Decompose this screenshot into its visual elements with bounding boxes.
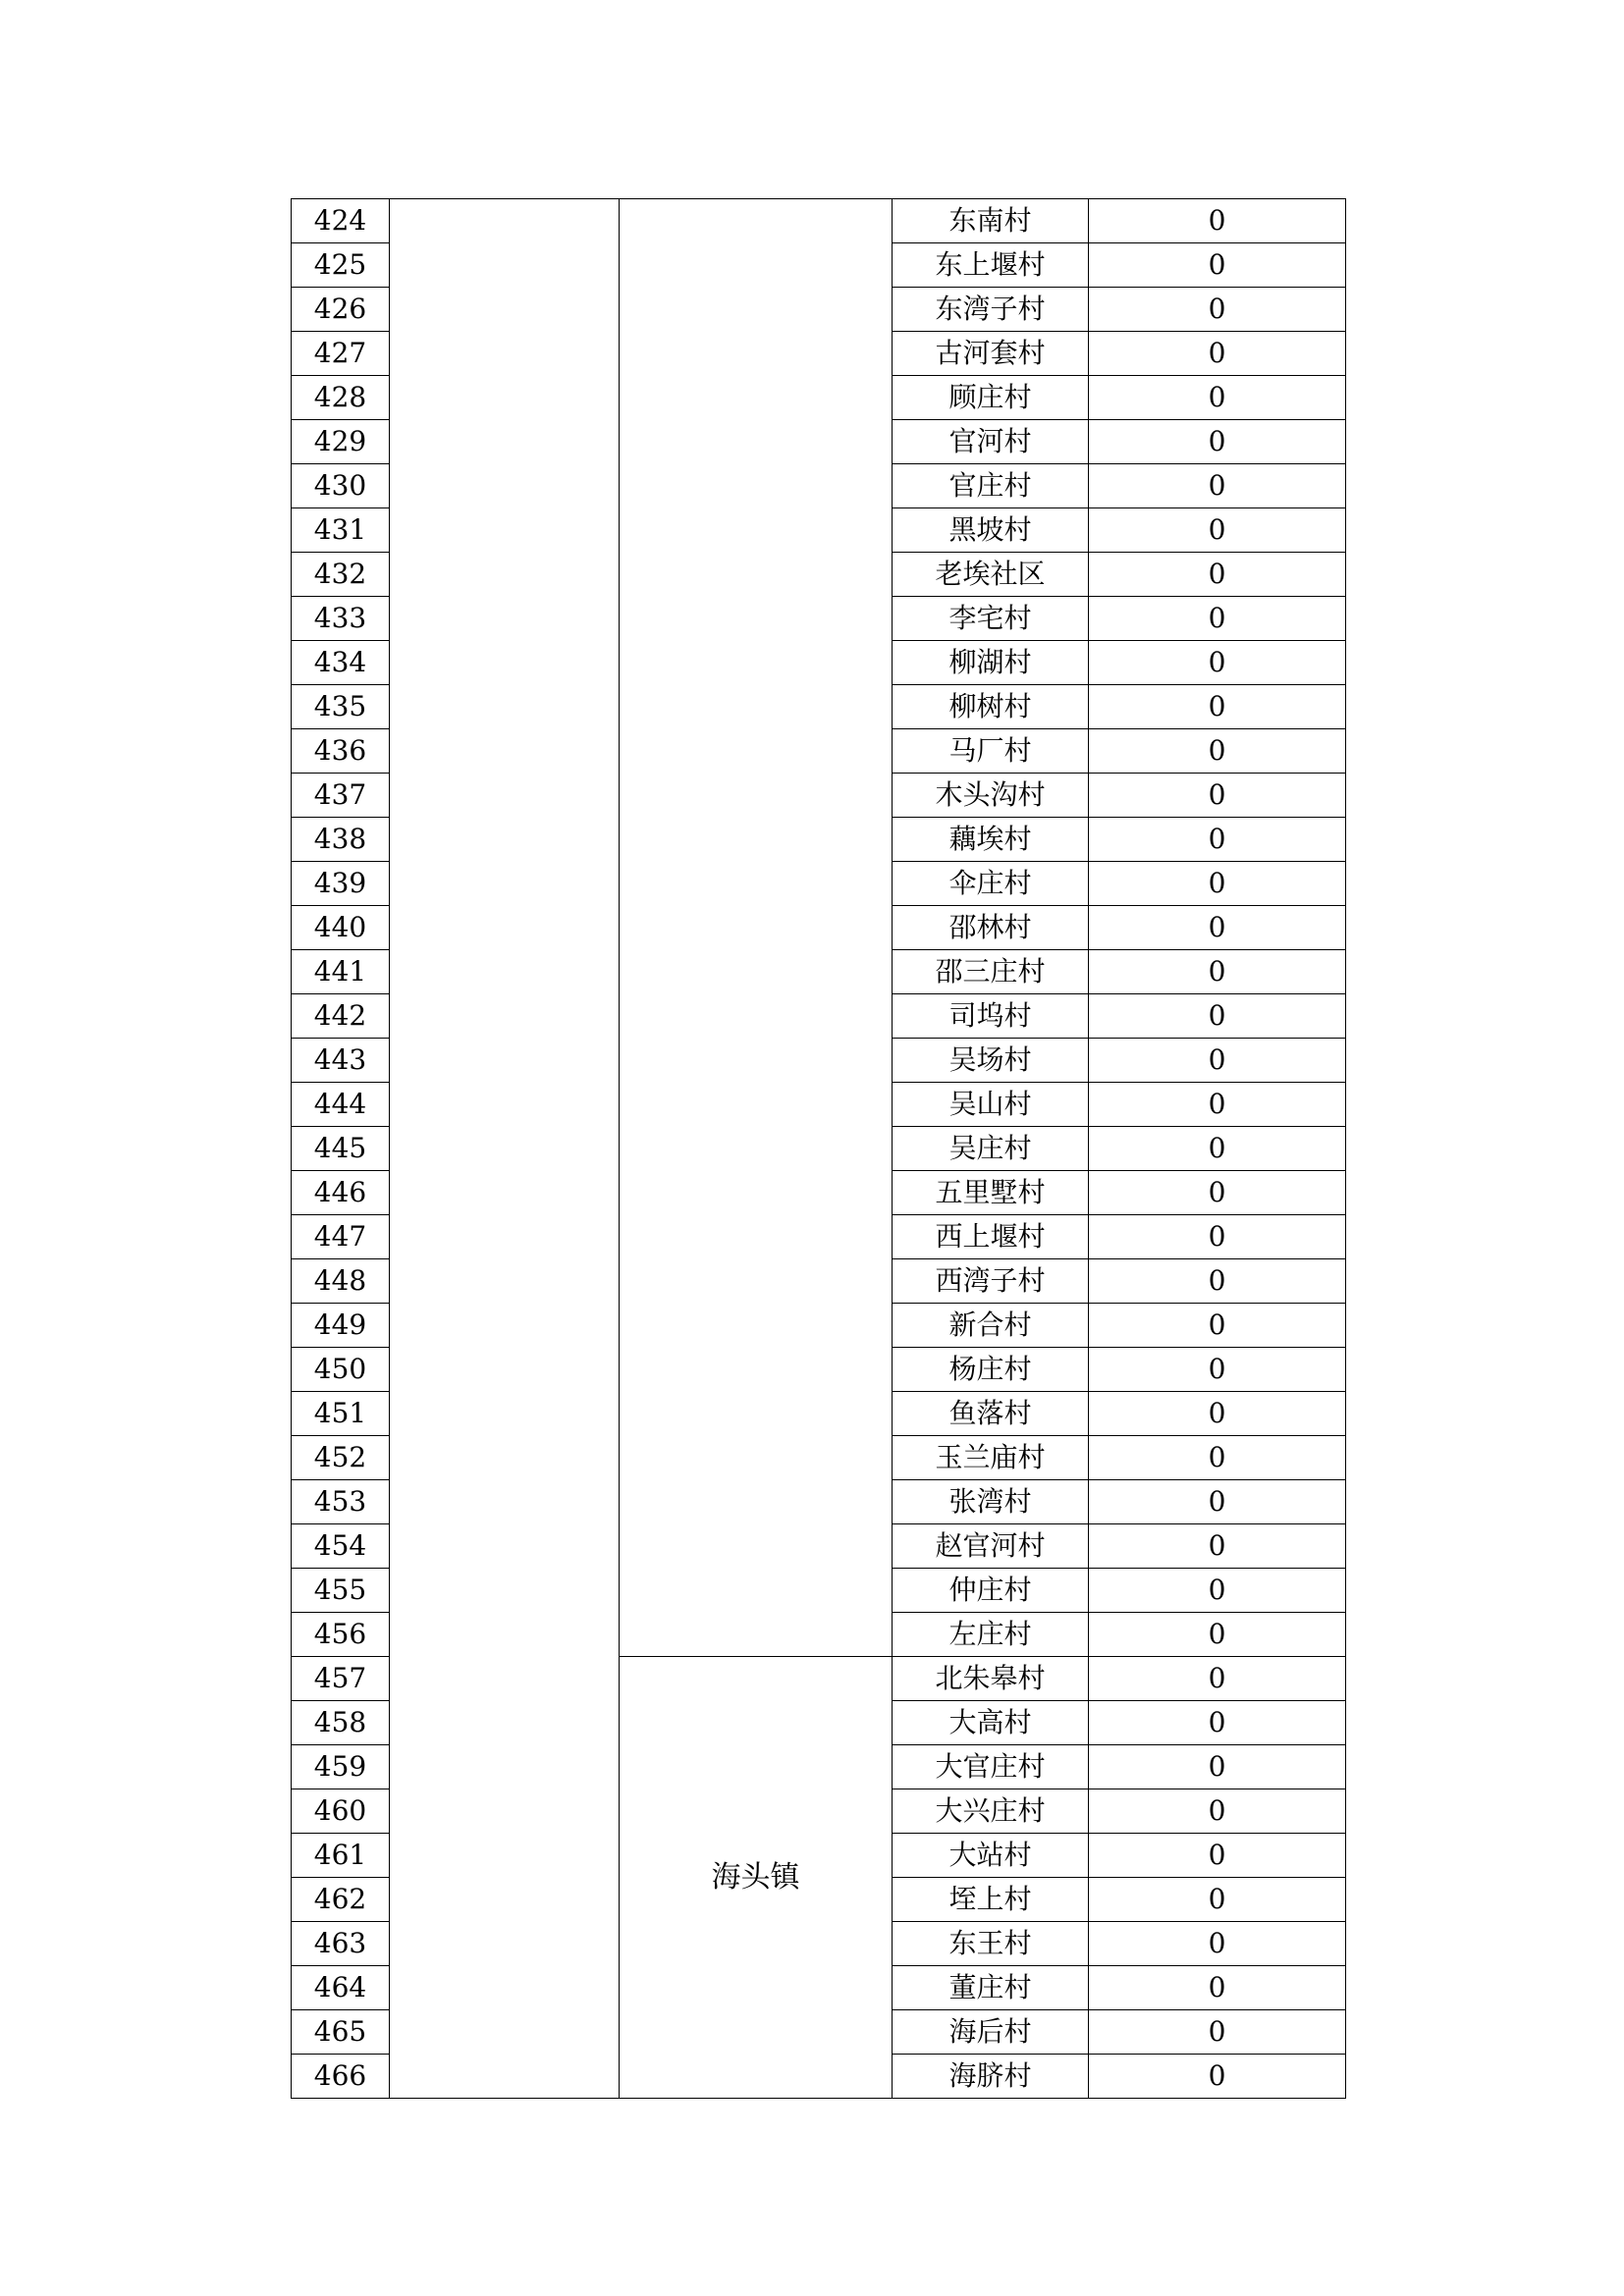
- row-number-cell: 444: [292, 1083, 390, 1127]
- village-name-cell: 东上堰村: [893, 243, 1089, 288]
- row-number-cell: 463: [292, 1922, 390, 1966]
- village-name-cell: 邵林村: [893, 906, 1089, 950]
- row-number-cell: 456: [292, 1613, 390, 1657]
- village-name-cell: 五里墅村: [893, 1171, 1089, 1215]
- value-cell: 0: [1089, 950, 1346, 994]
- value-cell: 0: [1089, 1701, 1346, 1745]
- village-name-cell: 顾庄村: [893, 376, 1089, 420]
- village-name-cell: 东湾子村: [893, 288, 1089, 332]
- value-cell: 0: [1089, 1436, 1346, 1480]
- village-name-cell: 司坞村: [893, 994, 1089, 1039]
- village-name-cell: 杨庄村: [893, 1348, 1089, 1392]
- row-number-cell: 459: [292, 1745, 390, 1789]
- row-number-cell: 428: [292, 376, 390, 420]
- value-cell: 0: [1089, 818, 1346, 862]
- value-cell: 0: [1089, 729, 1346, 774]
- value-cell: 0: [1089, 906, 1346, 950]
- village-name-cell: 伞庄村: [893, 862, 1089, 906]
- township-cell: 海头镇: [620, 1657, 893, 2099]
- village-name-cell: 大官庄村: [893, 1745, 1089, 1789]
- value-cell: 0: [1089, 1083, 1346, 1127]
- table-row: [292, 199, 1346, 243]
- row-number-cell: 445: [292, 1127, 390, 1171]
- row-number-cell: 454: [292, 1524, 390, 1569]
- value-cell: 0: [1089, 1392, 1346, 1436]
- row-number-cell: 426: [292, 288, 390, 332]
- value-cell: 0: [1089, 641, 1346, 685]
- village-name-cell: 邵三庄村: [893, 950, 1089, 994]
- row-number-cell: 440: [292, 906, 390, 950]
- value-cell: 0: [1089, 420, 1346, 464]
- row-number-cell: 433: [292, 597, 390, 641]
- row-number-cell: 436: [292, 729, 390, 774]
- village-name-cell: 李宅村: [893, 597, 1089, 641]
- row-number-cell: 447: [292, 1215, 390, 1259]
- village-name-cell: 柳湖村: [893, 641, 1089, 685]
- row-number-cell: 464: [292, 1966, 390, 2010]
- village-name-cell: 海后村: [893, 2010, 1089, 2055]
- village-name-cell: 吴场村: [893, 1039, 1089, 1083]
- value-cell: 0: [1089, 1259, 1346, 1304]
- value-cell: 0: [1089, 1348, 1346, 1392]
- village-name-cell: 西上堰村: [893, 1215, 1089, 1259]
- village-name-cell: 玉兰庙村: [893, 1436, 1089, 1480]
- village-name-cell: 老埃社区: [893, 553, 1089, 597]
- value-cell: 0: [1089, 1524, 1346, 1569]
- value-cell: 0: [1089, 994, 1346, 1039]
- village-name-cell: 马厂村: [893, 729, 1089, 774]
- row-number-cell: 458: [292, 1701, 390, 1745]
- row-number-cell: 431: [292, 508, 390, 553]
- county-cell: [390, 199, 620, 2099]
- row-number-cell: 434: [292, 641, 390, 685]
- value-cell: 0: [1089, 376, 1346, 420]
- value-cell: 0: [1089, 774, 1346, 818]
- village-name-cell: 东南村: [893, 199, 1089, 243]
- value-cell: 0: [1089, 1789, 1346, 1834]
- value-cell: 0: [1089, 243, 1346, 288]
- village-name-cell: 北朱皋村: [893, 1657, 1089, 1701]
- row-number-cell: 455: [292, 1569, 390, 1613]
- row-number-cell: 435: [292, 685, 390, 729]
- village-table: [291, 198, 1346, 2099]
- village-name-cell: 吴庄村: [893, 1127, 1089, 1171]
- row-number-cell: 462: [292, 1878, 390, 1922]
- row-number-cell: 452: [292, 1436, 390, 1480]
- value-cell: 0: [1089, 1480, 1346, 1524]
- village-name-cell: 吴山村: [893, 1083, 1089, 1127]
- value-cell: 0: [1089, 1304, 1346, 1348]
- value-cell: 0: [1089, 2055, 1346, 2099]
- village-name-cell: 大兴庄村: [893, 1789, 1089, 1834]
- row-number-cell: 441: [292, 950, 390, 994]
- village-name-cell: 鱼落村: [893, 1392, 1089, 1436]
- row-number-cell: 460: [292, 1789, 390, 1834]
- row-number-cell: 465: [292, 2010, 390, 2055]
- row-number-cell: 442: [292, 994, 390, 1039]
- value-cell: 0: [1089, 199, 1346, 243]
- table-body: [292, 199, 1346, 2099]
- value-cell: 0: [1089, 1966, 1346, 2010]
- value-cell: 0: [1089, 685, 1346, 729]
- village-name-cell: 仲庄村: [893, 1569, 1089, 1613]
- value-cell: 0: [1089, 1922, 1346, 1966]
- value-cell: 0: [1089, 1745, 1346, 1789]
- row-number-cell: 461: [292, 1834, 390, 1878]
- row-number-cell: 432: [292, 553, 390, 597]
- row-number-cell: 439: [292, 862, 390, 906]
- village-name-cell: 董庄村: [893, 1966, 1089, 2010]
- value-cell: 0: [1089, 1613, 1346, 1657]
- row-number-cell: 451: [292, 1392, 390, 1436]
- village-name-cell: 木头沟村: [893, 774, 1089, 818]
- value-cell: 0: [1089, 288, 1346, 332]
- value-cell: 0: [1089, 1127, 1346, 1171]
- value-cell: 0: [1089, 862, 1346, 906]
- value-cell: 0: [1089, 1569, 1346, 1613]
- village-name-cell: 垤上村: [893, 1878, 1089, 1922]
- row-number-cell: 425: [292, 243, 390, 288]
- village-name-cell: 古河套村: [893, 332, 1089, 376]
- village-name-cell: 赵官河村: [893, 1524, 1089, 1569]
- value-cell: 0: [1089, 464, 1346, 508]
- village-name-cell: 藕埃村: [893, 818, 1089, 862]
- row-number-cell: 427: [292, 332, 390, 376]
- row-number-cell: 457: [292, 1657, 390, 1701]
- row-number-cell: 430: [292, 464, 390, 508]
- value-cell: 0: [1089, 1834, 1346, 1878]
- village-name-cell: 官河村: [893, 420, 1089, 464]
- row-number-cell: 453: [292, 1480, 390, 1524]
- village-name-cell: 官庄村: [893, 464, 1089, 508]
- village-name-cell: 柳树村: [893, 685, 1089, 729]
- village-name-cell: 大站村: [893, 1834, 1089, 1878]
- value-cell: 0: [1089, 1171, 1346, 1215]
- village-name-cell: 海脐村: [893, 2055, 1089, 2099]
- row-number-cell: 438: [292, 818, 390, 862]
- row-number-cell: 450: [292, 1348, 390, 1392]
- value-cell: 0: [1089, 332, 1346, 376]
- value-cell: 0: [1089, 508, 1346, 553]
- village-name-cell: 西湾子村: [893, 1259, 1089, 1304]
- township-cell: [620, 199, 893, 1657]
- value-cell: 0: [1089, 1657, 1346, 1701]
- row-number-cell: 429: [292, 420, 390, 464]
- village-name-cell: 张湾村: [893, 1480, 1089, 1524]
- village-name-cell: 黑坡村: [893, 508, 1089, 553]
- row-number-cell: 466: [292, 2055, 390, 2099]
- village-name-cell: 东王村: [893, 1922, 1089, 1966]
- value-cell: 0: [1089, 597, 1346, 641]
- village-name-cell: 新合村: [893, 1304, 1089, 1348]
- value-cell: 0: [1089, 553, 1346, 597]
- value-cell: 0: [1089, 2010, 1346, 2055]
- value-cell: 0: [1089, 1215, 1346, 1259]
- row-number-cell: 449: [292, 1304, 390, 1348]
- row-number-cell: 446: [292, 1171, 390, 1215]
- row-number-cell: 424: [292, 199, 390, 243]
- row-number-cell: 443: [292, 1039, 390, 1083]
- value-cell: 0: [1089, 1039, 1346, 1083]
- village-name-cell: 大高村: [893, 1701, 1089, 1745]
- row-number-cell: 448: [292, 1259, 390, 1304]
- value-cell: 0: [1089, 1878, 1346, 1922]
- village-name-cell: 左庄村: [893, 1613, 1089, 1657]
- row-number-cell: 437: [292, 774, 390, 818]
